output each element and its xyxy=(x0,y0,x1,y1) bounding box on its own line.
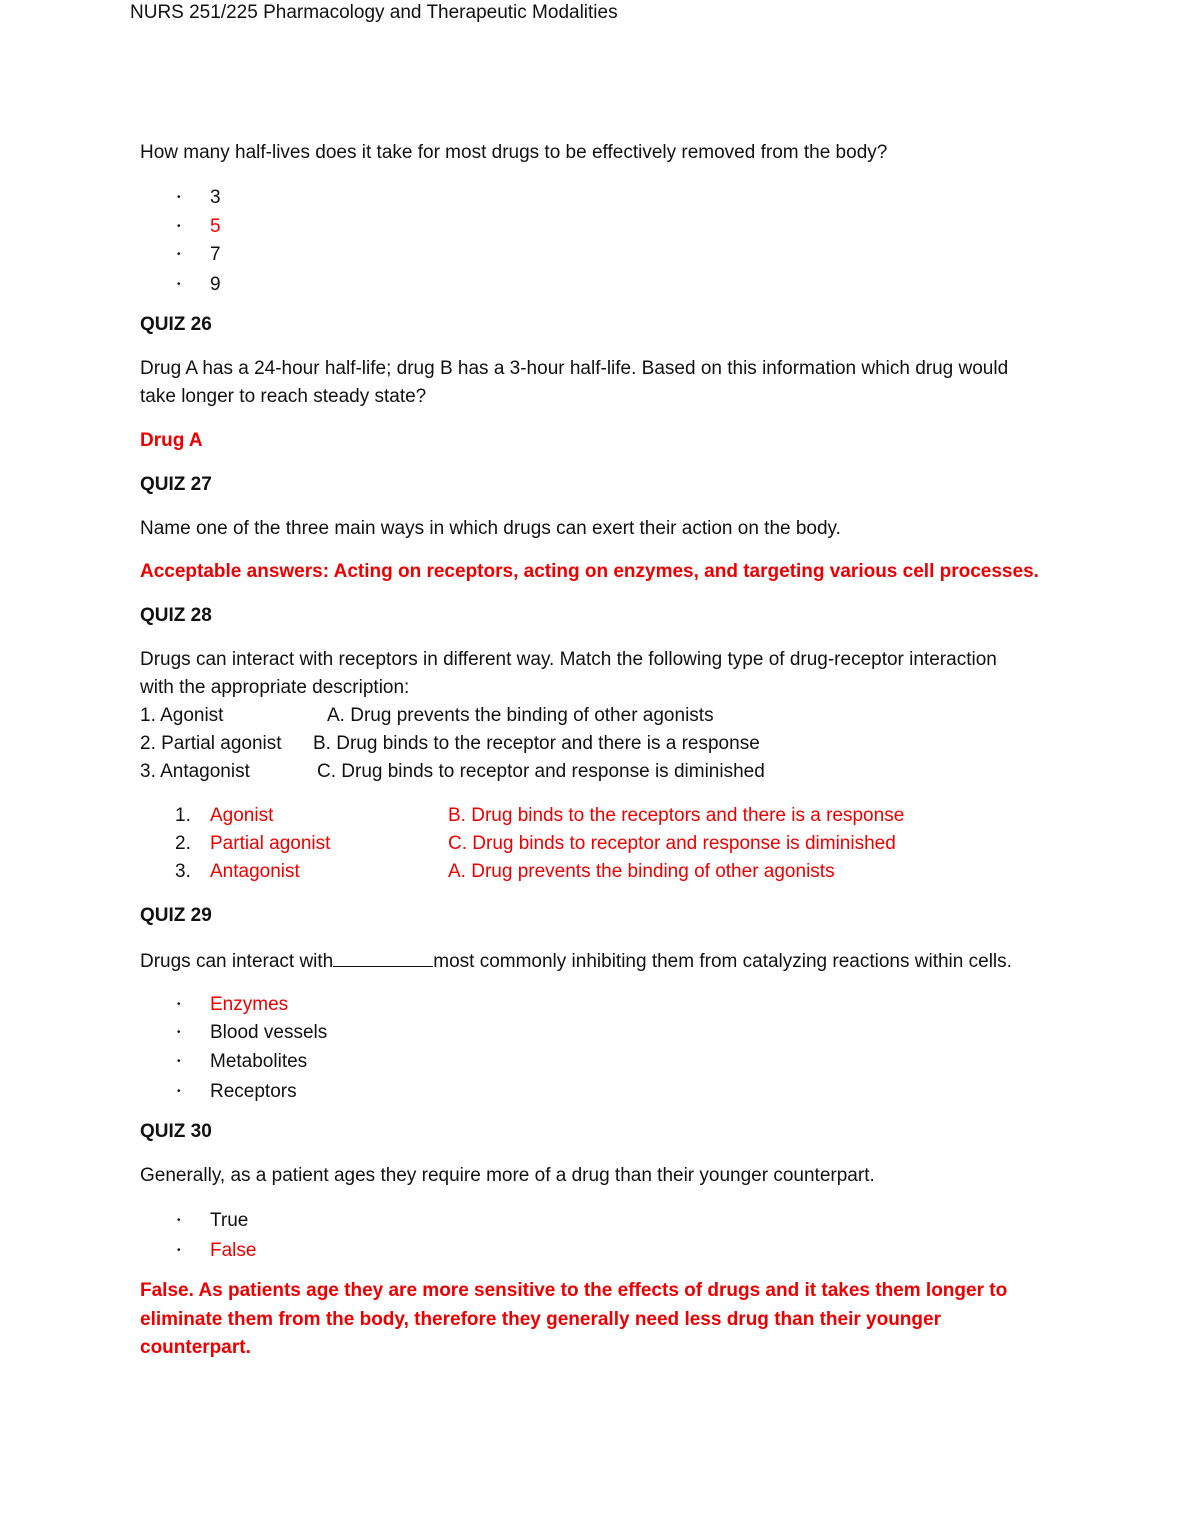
q25-option-4: 9 xyxy=(210,274,221,295)
q25-option-1: 3 xyxy=(210,187,221,208)
q29-option-1-correct: Enzymes xyxy=(210,994,289,1015)
answer-term-1: Agonist xyxy=(210,805,274,826)
q29-option-4: Receptors xyxy=(210,1081,297,1102)
q29-question xyxy=(140,946,1012,976)
bullet-icon: • xyxy=(177,279,181,290)
quiz-30-title: QUIZ 30 xyxy=(140,1121,212,1142)
q25-option-2-correct: 5 xyxy=(210,216,221,237)
answer-number: 1. xyxy=(175,805,191,826)
q29-question-before: Drugs can interact with xyxy=(140,951,334,972)
answer-term-3: Antagonist xyxy=(210,861,300,882)
q30-option-1: True xyxy=(210,1210,249,1231)
match-term-3: 3. Antagonist xyxy=(140,761,250,782)
q29-option-2: Blood vessels xyxy=(210,1022,328,1043)
q30-question: Generally, as a patient ages they require more of a drug than their younger counterpart. xyxy=(140,1165,875,1186)
q26-question-line2: take longer to reach steady state? xyxy=(140,386,427,407)
match-desc-2: B. Drug binds to the receptor and there is a response xyxy=(313,733,760,754)
bullet-icon: • xyxy=(177,249,181,260)
answer-desc-1: B. Drug binds to the receptors and there is a response xyxy=(448,805,905,826)
bullet-icon: • xyxy=(177,1086,181,1097)
q30-explanation-line3: counterpart. xyxy=(140,1337,251,1358)
q29-question-after: most commonly inhibiting them from catalyzing reactions within cells. xyxy=(433,951,1012,972)
bullet-icon: • xyxy=(177,1027,181,1038)
bullet-icon: • xyxy=(177,1056,181,1067)
q30-option-2-correct: False xyxy=(210,1240,257,1261)
q26-answer: Drug A xyxy=(140,430,203,451)
match-desc-3: C. Drug binds to receptor and response is diminished xyxy=(317,761,765,782)
q30-explanation-line2: eliminate them from the body, therefore they generally need less drug than their younger xyxy=(140,1309,941,1330)
answer-term-2: Partial agonist xyxy=(210,833,331,854)
answer-desc-2: C. Drug binds to receptor and response is diminished xyxy=(448,833,896,854)
quiz-28-title: QUIZ 28 xyxy=(140,605,212,626)
quiz-26-title: QUIZ 26 xyxy=(140,314,212,335)
q28-question-line2: with the appropriate description: xyxy=(140,677,410,698)
bullet-icon: • xyxy=(177,1215,181,1226)
q27-answer: Acceptable answers: Acting on receptors, acting on enzymes, and targeting various cell processes. xyxy=(140,561,1039,582)
match-term-1: 1. Agonist xyxy=(140,705,224,726)
q26-question-line1: Drug A has a 24-hour half-life; drug B has a 3-hour half-life. Based on this information which drug would xyxy=(140,358,1009,379)
bullet-icon: • xyxy=(177,1245,181,1256)
answer-desc-3: A. Drug prevents the binding of other agonists xyxy=(448,861,835,882)
answer-number: 3. xyxy=(175,861,191,882)
q29-option-3: Metabolites xyxy=(210,1051,308,1072)
q25-option-3: 7 xyxy=(210,244,221,265)
answer-number: 2. xyxy=(175,833,191,854)
match-desc-1: A. Drug prevents the binding of other agonists xyxy=(327,705,714,726)
document-header: NURS 251/225 Pharmacology and Therapeutic Modalities xyxy=(130,2,618,23)
q28-question-line1: Drugs can interact with receptors in different way. Match the following type of drug-receptor interaction xyxy=(140,649,997,670)
quiz-27-title: QUIZ 27 xyxy=(140,474,212,495)
q30-explanation-line1: False. As patients age they are more sensitive to the effects of drugs and it takes them longer to xyxy=(140,1280,1008,1301)
q27-question: Name one of the three main ways in which drugs can exert their action on the body. xyxy=(140,518,841,539)
match-term-2: 2. Partial agonist xyxy=(140,733,282,754)
bullet-icon: • xyxy=(177,192,181,203)
bullet-icon: • xyxy=(177,221,181,232)
q25-question: How many half-lives does it take for most drugs to be effectively removed from the body? xyxy=(140,142,888,163)
bullet-icon: • xyxy=(177,999,181,1010)
fill-in-blank xyxy=(333,946,433,967)
quiz-29-title: QUIZ 29 xyxy=(140,905,212,926)
